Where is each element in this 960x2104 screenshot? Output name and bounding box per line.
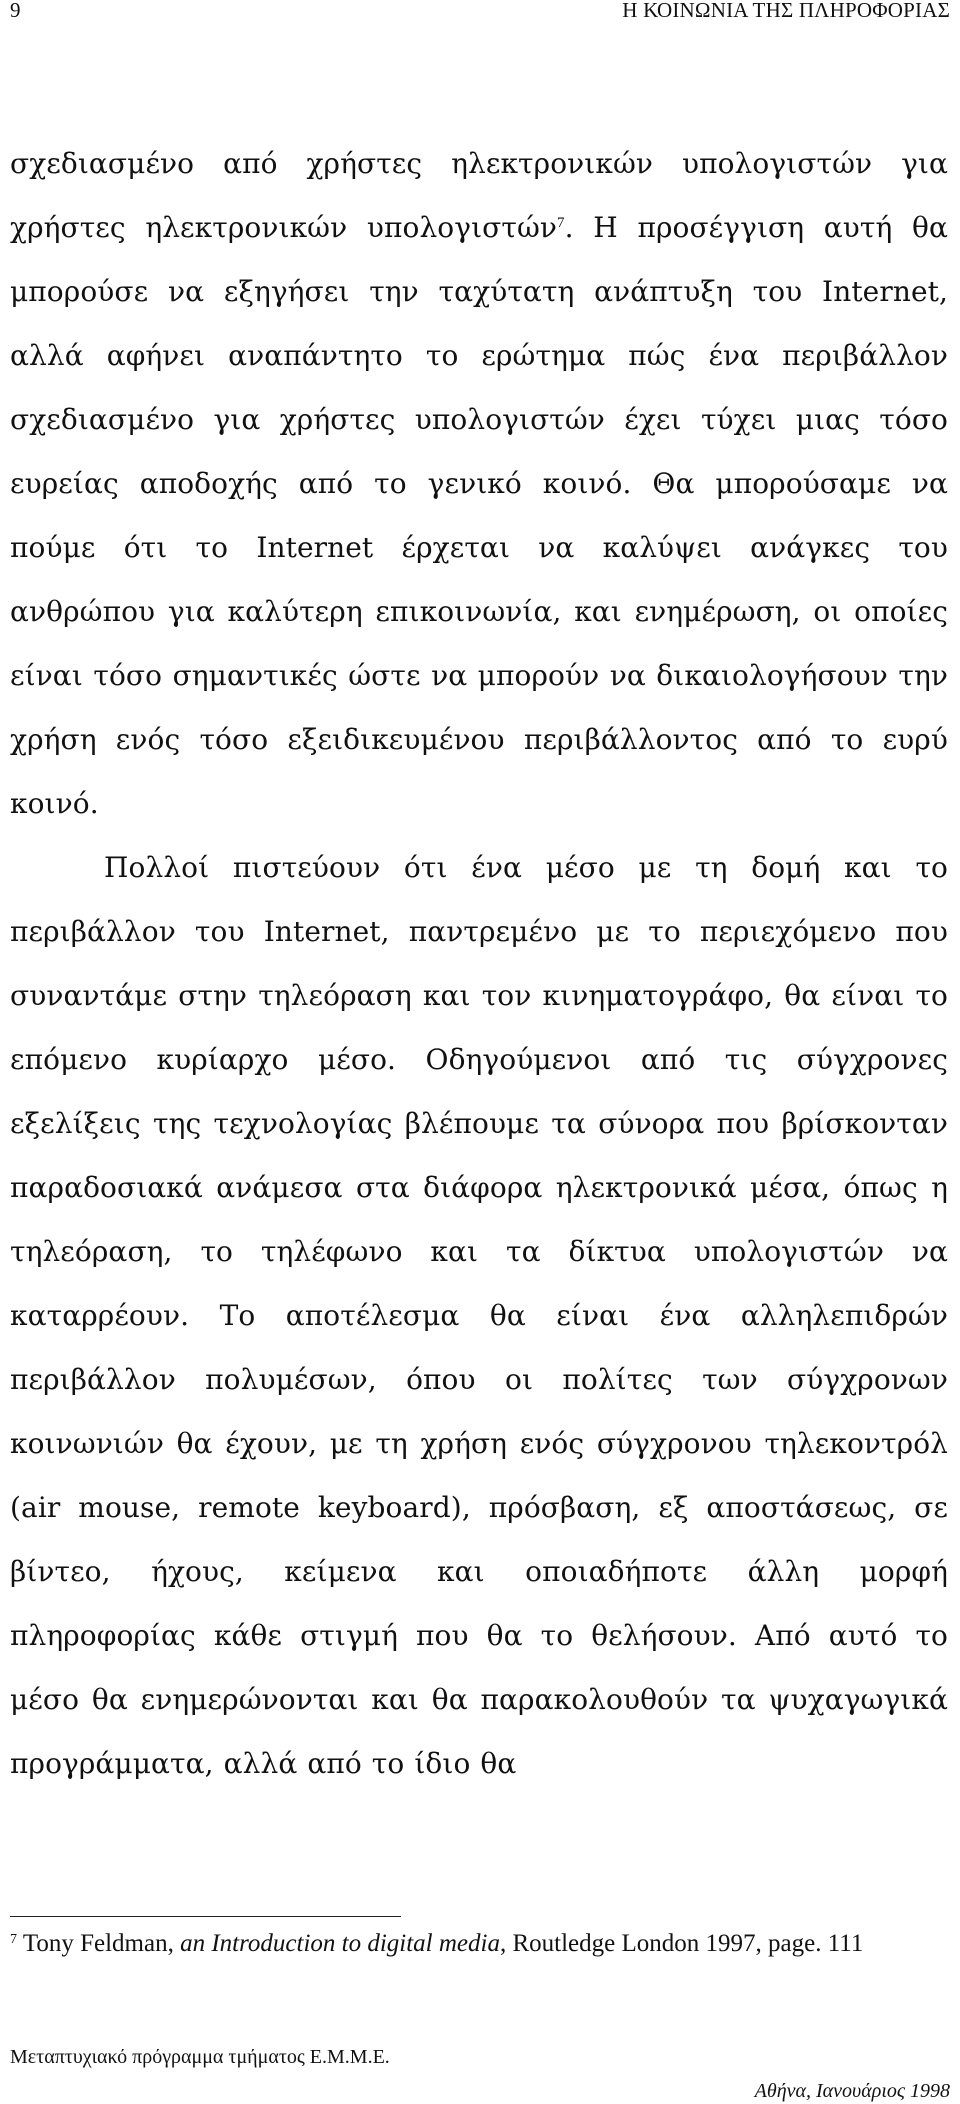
page-footer — [10, 2046, 950, 2102]
paragraph-1-text-end: . Η προσέγγιση αυτή θα μπορούσε να εξηγήσει την ταχύτατη ανάπτυξη του Internet, αλλά αφήνει αναπάντητο το ερώτημα πώς ένα περιβάλλον σχεδιασμένο για χρήστες υπολογιστών έχει τύχει μιας τόσο ευρείας αποδοχής από το γενικό κοινό. Θα μπορούσαμε να πούμε ότι το Internet έρχεται να καλύψει ανάγκες του ανθρώπου για καλύτερη επικοινωνία, και ενημέρωση, οι οποίες είναι τόσο σημαντικές ώστε να μπορούν να δικαιολογήσουν την χρήση ενός τόσο εξειδικευμένου περιβάλλοντος από το ευρύ κοινό. — [10, 211, 948, 820]
running-header — [10, 0, 950, 20]
footer-program: Μεταπτυχιακό πρόγραμμα τμήματος Ε.Μ.Μ.Ε. — [10, 2046, 390, 2068]
page-number: 9 — [10, 0, 21, 22]
paragraph-1 — [10, 132, 948, 836]
footnote-author: Tony Feldman, — [22, 1930, 181, 1957]
footer-place-date: Αθήνα, Ιανουάριος 1998 — [754, 2080, 950, 2102]
footnote-publication: , Routledge London 1997, page. 111 — [499, 1930, 864, 1957]
body-text — [10, 132, 948, 1796]
footnote — [10, 1928, 948, 1960]
footnote-separator — [10, 1916, 401, 1917]
footnote-title: an Introduction to digital media — [180, 1930, 500, 1957]
footnote-marker: 7 — [10, 1932, 17, 1947]
paragraph-2: Πολλοί πιστεύουν ότι ένα μέσο με τη δομή και το περιβάλλον του Internet, παντρεμένο με το περιεχόμενο που συναντάμε στην τηλεόραση και τον κινηματογράφο, θα είναι το επόμενο κυρίαρχο μέσο. Οδηγούμενοι από τις σύγχρονες εξελίξεις της τεχνολογίας βλέπουμε τα σύνορα που βρίσκονταν παραδοσιακά ανάμεσα στα διάφορα ηλεκτρονικά μέσα, όπως η τηλεόραση, το τηλέφωνο και τα δίκτυα υπολογιστών να καταρρέουν. Το αποτέλεσμα θα είναι ένα αλληλεπιδρών περιβάλλον πολυμέσων, όπου οι πολίτες των σύγχρονων κοινωνιών θα έχουν, με τη χρήση ενός σύγχρονου τηλεκοντρόλ (air mouse, remote keyboard), πρόσβαση, εξ αποστάσεως, σε βίντεο, ήχους, κείμενα και οποιαδήποτε άλλη μορφή πληροφορίας κάθε στιγμή που θα το θελήσουν. Από αυτό το μέσο θα ενημερώνονται και θα παρακολουθούν τα ψυχαγωγικά προγράμματα, αλλά από το ίδιο θα — [10, 851, 948, 1780]
running-title: Η ΚΟΙΝΩΝΙΑ ΤΗΣ ΠΛΗΡΟΦΟΡΙΑΣ — [622, 0, 950, 22]
footnote-reference[interactable]: 7 — [557, 215, 565, 231]
paragraph-1-text-start: σχεδιασμένο από χρήστες ηλεκτρονικών υπολογιστών για χρήστες ηλεκτρονικών υπολογιστών — [10, 147, 948, 244]
